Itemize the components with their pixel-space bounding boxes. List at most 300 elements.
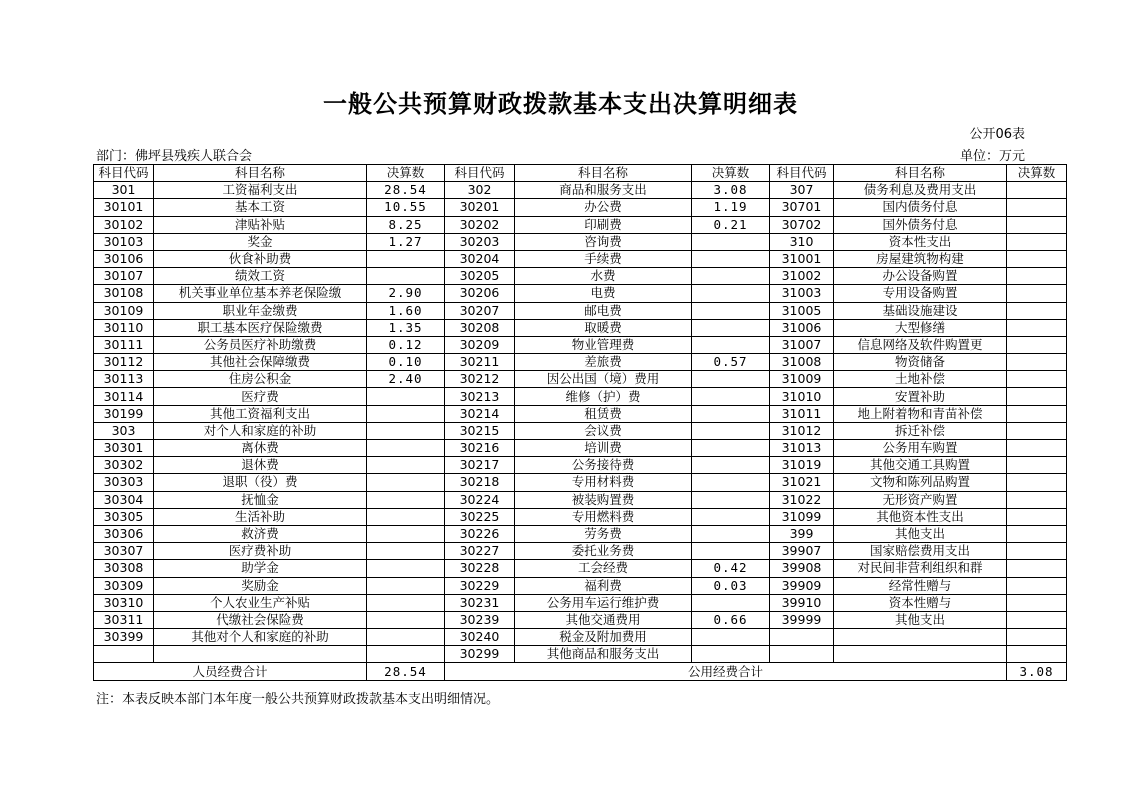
- cell-amount-3: [1007, 354, 1067, 371]
- footnote: 注：本表反映本部门本年度一般公共预算财政拨款基本支出明细情况。: [96, 692, 500, 707]
- cell-amount-1: [367, 646, 445, 663]
- cell-code-3: 31021: [770, 474, 834, 491]
- cell-name-1: 津贴补贴: [154, 216, 367, 233]
- cell-amount-2: 0.21: [692, 216, 770, 233]
- cell-code-2: 30229: [445, 577, 515, 594]
- cell-amount-2: [692, 646, 770, 663]
- cell-amount-1: 1.60: [367, 302, 445, 319]
- cell-name-3: 房屋建筑物构建: [834, 250, 1007, 267]
- cell-code-2: 30299: [445, 646, 515, 663]
- cell-name-1: 救济费: [154, 525, 367, 542]
- cell-name-3: 拆迁补偿: [834, 422, 1007, 439]
- table-row: [94, 336, 1067, 353]
- cell-code-1: 30110: [94, 319, 154, 336]
- cell-name-3: 办公设备购置: [834, 268, 1007, 285]
- cell-name-2: 公务接待费: [515, 457, 692, 474]
- cell-name-3: 债务利息及费用支出: [834, 182, 1007, 199]
- cell-amount-1: [367, 543, 445, 560]
- cell-name-1: 对个人和家庭的补助: [154, 422, 367, 439]
- table-row: [94, 250, 1067, 267]
- cell-code-2: 30239: [445, 611, 515, 628]
- cell-name-3: 物资储备: [834, 354, 1007, 371]
- cell-amount-1: 0.12: [367, 336, 445, 353]
- cell-amount-3: [1007, 388, 1067, 405]
- table-row: [94, 629, 1067, 646]
- cell-amount-3: [1007, 508, 1067, 525]
- cell-amount-2: [692, 233, 770, 250]
- cell-code-3: 39999: [770, 611, 834, 628]
- cell-amount-2: [692, 543, 770, 560]
- cell-code-1: 30304: [94, 491, 154, 508]
- table-row: [94, 388, 1067, 405]
- cell-code-2: 30201: [445, 199, 515, 216]
- cell-code-1: 30108: [94, 285, 154, 302]
- cell-name-2: 劳务费: [515, 525, 692, 542]
- cell-code-1: 30303: [94, 474, 154, 491]
- cell-name-3: 无形资产购置: [834, 491, 1007, 508]
- table-header-row: [94, 165, 1067, 182]
- cell-amount-2: [692, 405, 770, 422]
- cell-code-2: 30226: [445, 525, 515, 542]
- cell-code-3: 310: [770, 233, 834, 250]
- cell-code-2: 30202: [445, 216, 515, 233]
- cell-name-1: 奖金: [154, 233, 367, 250]
- cell-amount-2: [692, 440, 770, 457]
- cell-code-2: 30206: [445, 285, 515, 302]
- cell-code-3: 31001: [770, 250, 834, 267]
- unit-label: 单位：万元: [959, 149, 1025, 164]
- cell-amount-2: [692, 302, 770, 319]
- cell-name-1: 其他社会保障缴费: [154, 354, 367, 371]
- cell-amount-2: [692, 336, 770, 353]
- table-row: [94, 457, 1067, 474]
- cell-name-2: 维修（护）费: [515, 388, 692, 405]
- table-row: [94, 233, 1067, 250]
- cell-name-2: 工会经费: [515, 560, 692, 577]
- cell-code-3: 31007: [770, 336, 834, 353]
- cell-code-2: 30205: [445, 268, 515, 285]
- cell-amount-3: [1007, 422, 1067, 439]
- cell-amount-1: [367, 577, 445, 594]
- table-row: [94, 594, 1067, 611]
- cell-amount-2: [692, 268, 770, 285]
- cell-name-1: 公务员医疗补助缴费: [154, 336, 367, 353]
- cell-name-2: 委托业务费: [515, 543, 692, 560]
- cell-amount-1: [367, 508, 445, 525]
- cell-amount-2: [692, 250, 770, 267]
- cell-name-1: 离休费: [154, 440, 367, 457]
- cell-amount-3: [1007, 525, 1067, 542]
- cell-name-1: 其他工资福利支出: [154, 405, 367, 422]
- cell-code-1: 30199: [94, 405, 154, 422]
- cell-amount-1: [367, 611, 445, 628]
- cell-amount-2: [692, 594, 770, 611]
- cell-code-1: 30109: [94, 302, 154, 319]
- cell-code-2: 30227: [445, 543, 515, 560]
- table-row: [94, 405, 1067, 422]
- cell-code-2: 30214: [445, 405, 515, 422]
- cell-name-3: 其他支出: [834, 611, 1007, 628]
- cell-code-1: 30101: [94, 199, 154, 216]
- cell-code-3: 30701: [770, 199, 834, 216]
- cell-code-1: 30111: [94, 336, 154, 353]
- table-row: [94, 302, 1067, 319]
- cell-code-2: 30212: [445, 371, 515, 388]
- cell-name-3: 其他交通工具购置: [834, 457, 1007, 474]
- cell-amount-2: 0.66: [692, 611, 770, 628]
- cell-name-1: 伙食补助费: [154, 250, 367, 267]
- table-row: [94, 319, 1067, 336]
- cell-code-1: 30310: [94, 594, 154, 611]
- cell-name-3: 经常性赠与: [834, 577, 1007, 594]
- cell-name-1: 奖励金: [154, 577, 367, 594]
- table-row: [94, 543, 1067, 560]
- cell-amount-1: 8.25: [367, 216, 445, 233]
- cell-code-2: 30207: [445, 302, 515, 319]
- cell-code-3: 31006: [770, 319, 834, 336]
- cell-amount-3: [1007, 268, 1067, 285]
- cell-code-3: 31013: [770, 440, 834, 457]
- cell-amount-3: [1007, 336, 1067, 353]
- cell-name-2: 商品和服务支出: [515, 182, 692, 199]
- cell-amount-3: [1007, 457, 1067, 474]
- cell-code-3: 31019: [770, 457, 834, 474]
- cell-code-1: 30309: [94, 577, 154, 594]
- expenditure-table: [93, 164, 1067, 681]
- cell-name-3: [834, 629, 1007, 646]
- cell-amount-2: [692, 388, 770, 405]
- table-row: [94, 268, 1067, 285]
- cell-code-3: 31005: [770, 302, 834, 319]
- public-total-label: 公用经费合计: [445, 663, 1007, 680]
- cell-name-2: 专用燃料费: [515, 508, 692, 525]
- cell-name-3: 大型修缮: [834, 319, 1007, 336]
- cell-amount-2: [692, 319, 770, 336]
- table-row: [94, 646, 1067, 663]
- cell-amount-2: [692, 508, 770, 525]
- cell-amount-2: [692, 474, 770, 491]
- table-row: [94, 182, 1067, 199]
- cell-code-3: 307: [770, 182, 834, 199]
- cell-name-3: [834, 646, 1007, 663]
- cell-name-1: 抚恤金: [154, 491, 367, 508]
- cell-name-1: 医疗费补助: [154, 543, 367, 560]
- totals-row: [94, 663, 1067, 680]
- cell-code-2: 30218: [445, 474, 515, 491]
- cell-amount-3: [1007, 491, 1067, 508]
- cell-name-1: 职工基本医疗保险缴费: [154, 319, 367, 336]
- cell-amount-3: [1007, 594, 1067, 611]
- cell-code-1: 30107: [94, 268, 154, 285]
- cell-code-3: 399: [770, 525, 834, 542]
- cell-amount-3: [1007, 302, 1067, 319]
- cell-amount-1: [367, 491, 445, 508]
- table-body: [94, 182, 1067, 663]
- cell-code-1: 30106: [94, 250, 154, 267]
- table-row: [94, 354, 1067, 371]
- cell-amount-1: [367, 388, 445, 405]
- cell-code-1: 30311: [94, 611, 154, 628]
- table-row: [94, 285, 1067, 302]
- cell-amount-3: [1007, 543, 1067, 560]
- cell-code-1: 301: [94, 182, 154, 199]
- cell-amount-3: [1007, 440, 1067, 457]
- cell-code-3: 39908: [770, 560, 834, 577]
- header-name-1: 科目名称: [154, 165, 367, 182]
- cell-code-1: 30112: [94, 354, 154, 371]
- cell-amount-3: [1007, 319, 1067, 336]
- cell-code-3: 31002: [770, 268, 834, 285]
- cell-amount-3: [1007, 371, 1067, 388]
- cell-amount-2: [692, 371, 770, 388]
- cell-amount-1: [367, 268, 445, 285]
- cell-amount-2: 0.42: [692, 560, 770, 577]
- header-name-3: 科目名称: [834, 165, 1007, 182]
- department-label: 部门：佛坪县残疾人联合会: [96, 149, 253, 164]
- cell-name-3: 资本性赠与: [834, 594, 1007, 611]
- cell-amount-2: [692, 491, 770, 508]
- cell-amount-2: 3.08: [692, 182, 770, 199]
- cell-name-3: 信息网络及软件购置更: [834, 336, 1007, 353]
- cell-amount-3: [1007, 577, 1067, 594]
- cell-amount-3: [1007, 285, 1067, 302]
- cell-name-2: 差旅费: [515, 354, 692, 371]
- cell-name-1: 工资福利支出: [154, 182, 367, 199]
- cell-name-1: 医疗费: [154, 388, 367, 405]
- cell-amount-2: 1.19: [692, 199, 770, 216]
- cell-name-3: 基础设施建设: [834, 302, 1007, 319]
- cell-name-3: 资本性支出: [834, 233, 1007, 250]
- cell-name-1: 生活补助: [154, 508, 367, 525]
- cell-amount-1: [367, 525, 445, 542]
- cell-name-2: 租赁费: [515, 405, 692, 422]
- cell-name-2: 其他交通费用: [515, 611, 692, 628]
- cell-code-3: 31010: [770, 388, 834, 405]
- cell-amount-2: [692, 285, 770, 302]
- cell-code-2: 30216: [445, 440, 515, 457]
- cell-name-2: 其他商品和服务支出: [515, 646, 692, 663]
- cell-name-1: 退休费: [154, 457, 367, 474]
- cell-code-1: 30102: [94, 216, 154, 233]
- page-title: 一般公共预算财政拨款基本支出决算明细表: [323, 89, 798, 118]
- cell-code-1: 30301: [94, 440, 154, 457]
- cell-code-2: 30204: [445, 250, 515, 267]
- cell-code-2: 30224: [445, 491, 515, 508]
- cell-code-1: 30306: [94, 525, 154, 542]
- cell-code-2: 30208: [445, 319, 515, 336]
- cell-name-2: 电费: [515, 285, 692, 302]
- cell-amount-1: [367, 440, 445, 457]
- cell-code-3: 31008: [770, 354, 834, 371]
- cell-code-2: 30240: [445, 629, 515, 646]
- cell-amount-1: 10.55: [367, 199, 445, 216]
- cell-name-2: 印刷费: [515, 216, 692, 233]
- cell-code-1: 30114: [94, 388, 154, 405]
- cell-amount-1: [367, 405, 445, 422]
- cell-name-2: 水费: [515, 268, 692, 285]
- cell-amount-2: 0.57: [692, 354, 770, 371]
- table-row: [94, 199, 1067, 216]
- cell-name-2: 福利费: [515, 577, 692, 594]
- cell-name-1: 代缴社会保险费: [154, 611, 367, 628]
- cell-code-3: 39910: [770, 594, 834, 611]
- cell-amount-3: [1007, 199, 1067, 216]
- cell-name-1: 基本工资: [154, 199, 367, 216]
- cell-name-1: 绩效工资: [154, 268, 367, 285]
- cell-code-3: 31011: [770, 405, 834, 422]
- header-amount-1: 决算数: [367, 165, 445, 182]
- cell-amount-1: [367, 560, 445, 577]
- header-name-2: 科目名称: [515, 165, 692, 182]
- cell-amount-3: [1007, 474, 1067, 491]
- cell-code-2: 30215: [445, 422, 515, 439]
- cell-name-3: 国外债务付息: [834, 216, 1007, 233]
- cell-amount-1: 28.54: [367, 182, 445, 199]
- cell-name-2: 咨询费: [515, 233, 692, 250]
- cell-name-1: 职业年金缴费: [154, 302, 367, 319]
- cell-code-3: 39909: [770, 577, 834, 594]
- cell-code-2: 30209: [445, 336, 515, 353]
- cell-amount-2: [692, 525, 770, 542]
- cell-amount-2: 0.03: [692, 577, 770, 594]
- cell-code-1: 30308: [94, 560, 154, 577]
- public-total-value: 3.08: [1007, 663, 1067, 680]
- cell-amount-2: [692, 422, 770, 439]
- cell-amount-3: [1007, 182, 1067, 199]
- cell-amount-1: 2.90: [367, 285, 445, 302]
- cell-amount-3: [1007, 629, 1067, 646]
- header-code-2: 科目代码: [445, 165, 515, 182]
- table-row: [94, 371, 1067, 388]
- cell-amount-3: [1007, 405, 1067, 422]
- cell-name-1: 个人农业生产补贴: [154, 594, 367, 611]
- cell-code-3: 39907: [770, 543, 834, 560]
- cell-name-2: 专用材料费: [515, 474, 692, 491]
- cell-amount-1: 1.27: [367, 233, 445, 250]
- cell-amount-3: [1007, 560, 1067, 577]
- cell-amount-2: [692, 457, 770, 474]
- cell-code-3: 31003: [770, 285, 834, 302]
- personnel-total-label: 人员经费合计: [94, 663, 367, 680]
- cell-amount-3: [1007, 216, 1067, 233]
- cell-code-3: [770, 646, 834, 663]
- cell-code-2: 302: [445, 182, 515, 199]
- cell-name-3: 对民间非营利组织和群: [834, 560, 1007, 577]
- header-code-3: 科目代码: [770, 165, 834, 182]
- cell-name-1: 机关事业单位基本养老保险缴: [154, 285, 367, 302]
- table-row: [94, 525, 1067, 542]
- cell-amount-1: [367, 250, 445, 267]
- cell-code-2: 30203: [445, 233, 515, 250]
- cell-code-3: 31012: [770, 422, 834, 439]
- cell-name-2: 取暖费: [515, 319, 692, 336]
- cell-name-1: 其他对个人和家庭的补助: [154, 629, 367, 646]
- cell-code-1: 303: [94, 422, 154, 439]
- cell-code-1: 30113: [94, 371, 154, 388]
- cell-name-3: 国内债务付息: [834, 199, 1007, 216]
- cell-name-3: 安置补助: [834, 388, 1007, 405]
- cell-name-1: [154, 646, 367, 663]
- cell-name-3: 其他支出: [834, 525, 1007, 542]
- form-number: 公开06表: [969, 127, 1025, 142]
- cell-amount-1: 1.35: [367, 319, 445, 336]
- header-amount-2: 决算数: [692, 165, 770, 182]
- cell-amount-2: [692, 629, 770, 646]
- cell-code-2: 30213: [445, 388, 515, 405]
- personnel-total-value: 28.54: [367, 663, 445, 680]
- cell-amount-1: [367, 422, 445, 439]
- cell-name-3: 专用设备购置: [834, 285, 1007, 302]
- cell-code-2: 30228: [445, 560, 515, 577]
- cell-amount-1: [367, 594, 445, 611]
- cell-name-3: 其他资本性支出: [834, 508, 1007, 525]
- cell-amount-1: 2.40: [367, 371, 445, 388]
- table-row: [94, 508, 1067, 525]
- cell-name-1: 住房公积金: [154, 371, 367, 388]
- cell-amount-3: [1007, 250, 1067, 267]
- cell-name-2: 公务用车运行维护费: [515, 594, 692, 611]
- cell-name-2: 培训费: [515, 440, 692, 457]
- cell-amount-1: 0.10: [367, 354, 445, 371]
- cell-amount-1: [367, 629, 445, 646]
- cell-name-2: 因公出国（境）费用: [515, 371, 692, 388]
- cell-name-1: 退职（役）费: [154, 474, 367, 491]
- cell-name-3: 国家赔偿费用支出: [834, 543, 1007, 560]
- cell-code-2: 30217: [445, 457, 515, 474]
- cell-code-3: 30702: [770, 216, 834, 233]
- cell-code-2: 30231: [445, 594, 515, 611]
- cell-code-3: 31009: [770, 371, 834, 388]
- cell-code-2: 30225: [445, 508, 515, 525]
- cell-name-2: 办公费: [515, 199, 692, 216]
- cell-name-3: 公务用车购置: [834, 440, 1007, 457]
- table-row: [94, 422, 1067, 439]
- header-amount-3: 决算数: [1007, 165, 1067, 182]
- table-row: [94, 491, 1067, 508]
- table-row: [94, 577, 1067, 594]
- table-row: [94, 440, 1067, 457]
- cell-amount-1: [367, 474, 445, 491]
- cell-code-1: 30103: [94, 233, 154, 250]
- cell-name-1: 助学金: [154, 560, 367, 577]
- cell-name-3: 土地补偿: [834, 371, 1007, 388]
- table-row: [94, 560, 1067, 577]
- cell-code-1: 30305: [94, 508, 154, 525]
- table-row: [94, 611, 1067, 628]
- cell-code-3: 31099: [770, 508, 834, 525]
- cell-amount-1: [367, 457, 445, 474]
- cell-code-3: 31022: [770, 491, 834, 508]
- cell-amount-3: [1007, 611, 1067, 628]
- cell-name-2: 被装购置费: [515, 491, 692, 508]
- cell-code-1: [94, 646, 154, 663]
- cell-name-3: 文物和陈列品购置: [834, 474, 1007, 491]
- table-row: [94, 474, 1067, 491]
- cell-code-3: [770, 629, 834, 646]
- cell-name-2: 邮电费: [515, 302, 692, 319]
- cell-name-3: 地上附着物和青苗补偿: [834, 405, 1007, 422]
- cell-name-2: 手续费: [515, 250, 692, 267]
- cell-code-2: 30211: [445, 354, 515, 371]
- header-code-1: 科目代码: [94, 165, 154, 182]
- cell-amount-3: [1007, 646, 1067, 663]
- cell-name-2: 会议费: [515, 422, 692, 439]
- cell-code-1: 30302: [94, 457, 154, 474]
- cell-code-1: 30307: [94, 543, 154, 560]
- cell-name-2: 税金及附加费用: [515, 629, 692, 646]
- cell-amount-3: [1007, 233, 1067, 250]
- cell-code-1: 30399: [94, 629, 154, 646]
